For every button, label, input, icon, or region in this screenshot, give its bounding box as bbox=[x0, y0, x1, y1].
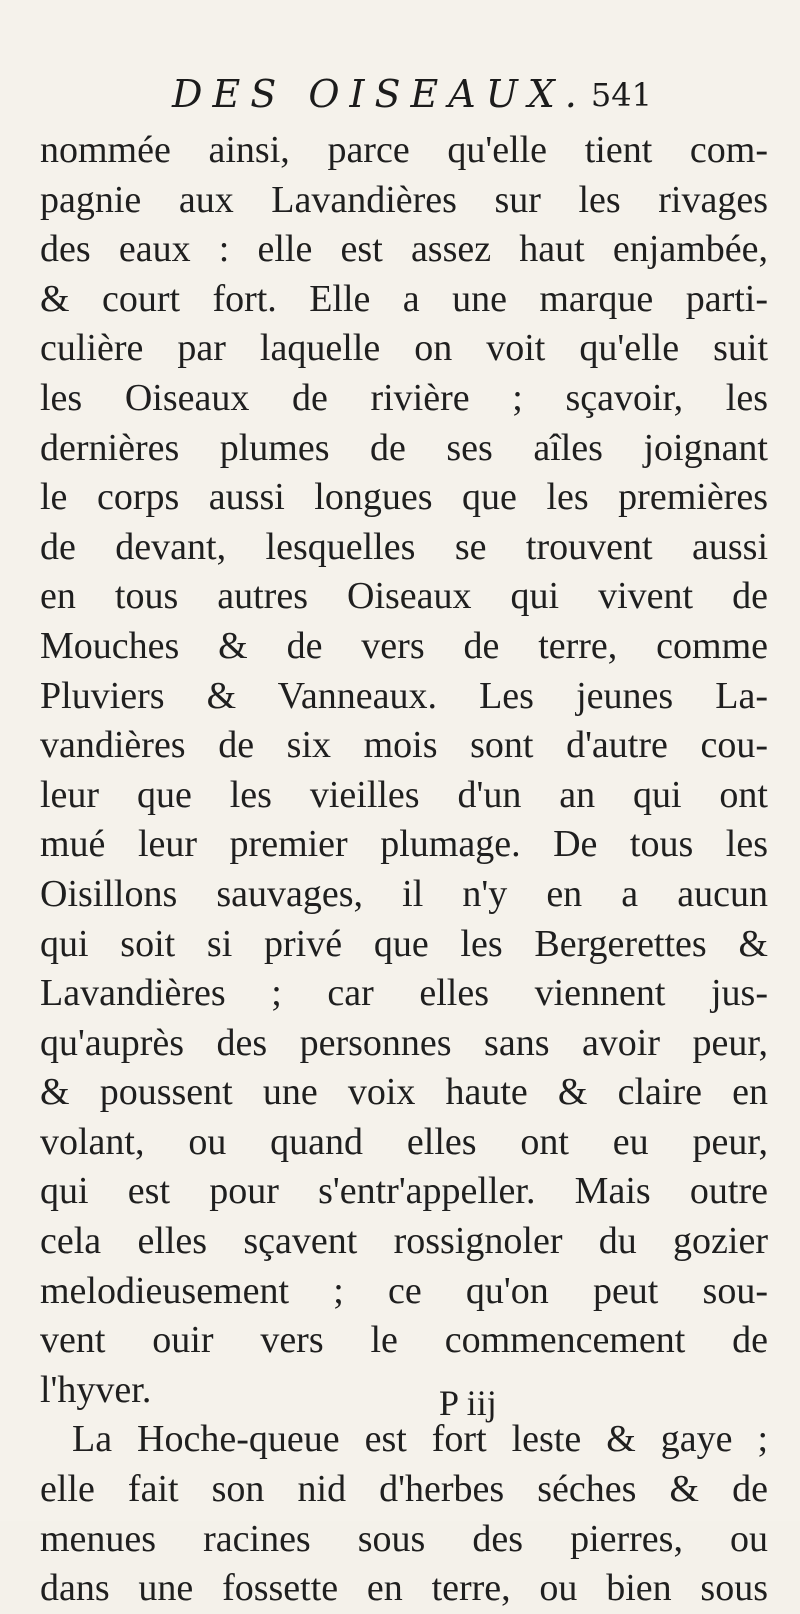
text-line: Oisillons sauvages, il n'y en a aucun bbox=[40, 872, 768, 915]
signature-mark: P iij bbox=[439, 1383, 497, 1423]
text-line: volant, ou quand elles ont eu peur, bbox=[40, 1120, 768, 1163]
text-line: cela elles sçavent rossignoler du gozier bbox=[40, 1220, 768, 1263]
page-header bbox=[172, 72, 652, 124]
running-title: DES OISEAUX. bbox=[172, 72, 587, 116]
text-line: Lavandières ; car elles viennent jus- bbox=[40, 972, 768, 1015]
text-line: les Oiseaux de rivière ; sçavoir, les bbox=[40, 376, 768, 419]
text-line: La Hoche-queue est fort leste & gaye ; bbox=[72, 1418, 768, 1461]
text-line: culière par laquelle on voit qu'elle suit bbox=[40, 327, 768, 370]
text-line: vent ouir vers le commencement de bbox=[40, 1319, 768, 1362]
text-line: menues racines sous des pierres, ou bbox=[40, 1517, 768, 1560]
text-line: le corps aussi longues que les premières bbox=[40, 476, 768, 519]
text-line: de devant, lesquelles se trouvent aussi bbox=[40, 525, 768, 568]
text-line: qu'auprès des personnes sans avoir peur, bbox=[40, 1021, 768, 1064]
text-line: vandières de six mois sont d'autre cou- bbox=[40, 724, 768, 767]
text-line: l'hyver. bbox=[40, 1368, 152, 1411]
text-line: dernières plumes de ses aîles joignant bbox=[40, 426, 768, 469]
text-line: Mouches & de vers de terre, comme bbox=[40, 624, 768, 667]
page-number: 541 bbox=[590, 76, 652, 114]
text-line: mué leur premier plumage. De tous les bbox=[40, 823, 768, 866]
body-text bbox=[40, 126, 768, 1614]
text-line: & court fort. Elle a une marque parti- bbox=[40, 277, 768, 320]
text-line: & poussent une voix haute & claire en bbox=[40, 1071, 768, 1114]
text-line: melodieusement ; ce qu'on peut sou- bbox=[40, 1269, 768, 1312]
text-line: leur que les vieilles d'un an qui ont bbox=[40, 773, 768, 816]
text-line: pagnie aux Lavandières sur les rivages bbox=[40, 178, 768, 221]
text-line: dans une fossette en terre, ou bien sous bbox=[40, 1567, 768, 1610]
text-line: qui soit si privé que les Bergerettes & bbox=[40, 922, 768, 965]
text-line: des eaux : elle est assez haut enjambée, bbox=[40, 228, 768, 271]
text-line: nommée ainsi, parce qu'elle tient com- bbox=[40, 129, 768, 171]
text-line: Pluviers & Vanneaux. Les jeunes La- bbox=[40, 674, 768, 717]
text-line: qui est pour s'entr'appeller. Mais outre bbox=[40, 1170, 768, 1213]
text-line: elle fait son nid d'herbes séches & de bbox=[40, 1468, 768, 1511]
text-line: en tous autres Oiseaux qui vivent de bbox=[40, 575, 768, 618]
